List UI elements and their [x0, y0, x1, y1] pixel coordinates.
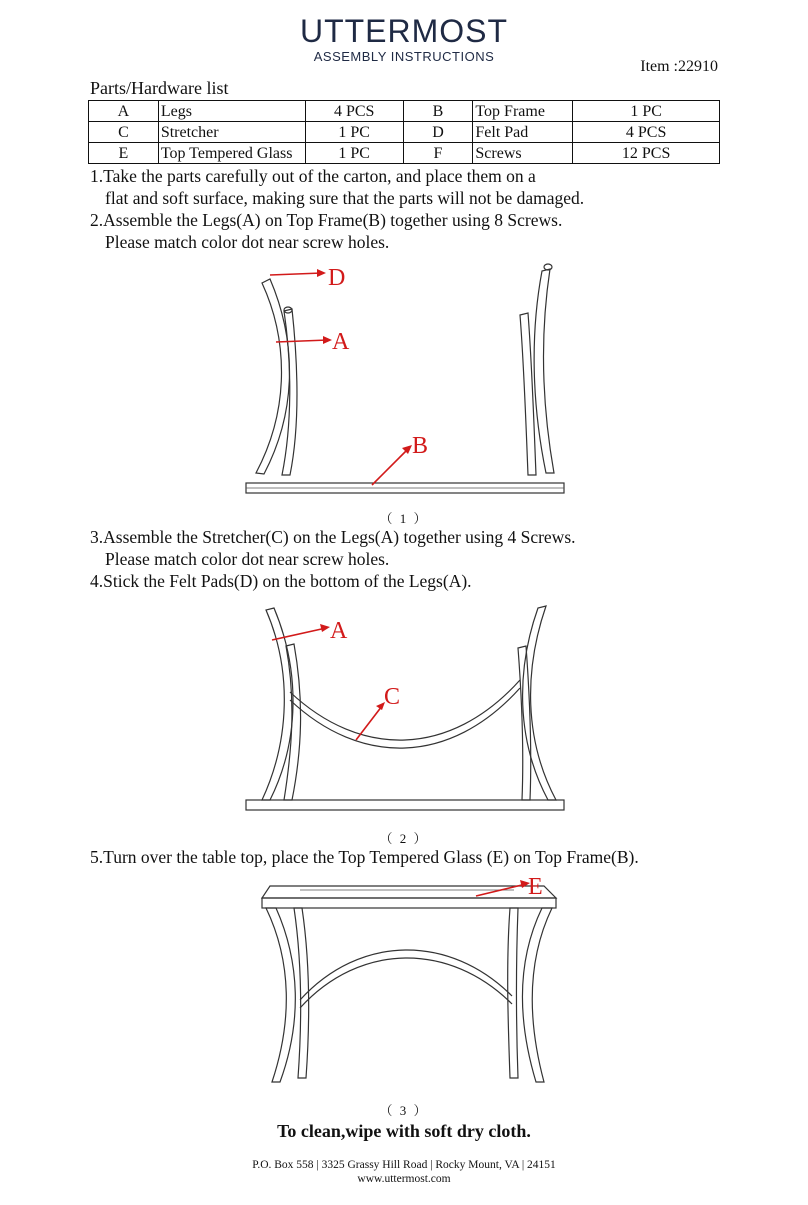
part-name: Stretcher [158, 122, 305, 143]
item-number: Item :22910 [640, 58, 718, 75]
brand-header [0, 14, 808, 64]
brand-logo-text: UTTERMOST [299, 13, 509, 49]
part-qty: 1 PC [305, 122, 403, 143]
step-1 [90, 165, 584, 253]
part-name: Screws [473, 143, 573, 164]
part-name: Felt Pad [473, 122, 573, 143]
table-row [89, 143, 720, 164]
label-a: A [330, 618, 348, 644]
figure-2-diagram [0, 600, 808, 820]
footer-address [0, 1158, 808, 1186]
part-name: Legs [158, 101, 305, 122]
label-e: E [528, 874, 543, 900]
step-5 [90, 846, 639, 868]
part-name: Top Frame [473, 101, 573, 122]
label-b: B [412, 433, 429, 459]
figure-3-caption: （ 3 ） [379, 1103, 429, 1118]
label-a: A [332, 329, 350, 355]
steps-3-4 [90, 526, 576, 592]
figure-3-diagram [0, 872, 808, 1092]
parts-list-title: Parts/Hardware list [90, 78, 229, 98]
step-1-line-2: flat and soft surface, making sure that the parts will not be damaged. [105, 188, 585, 208]
label-c: C [384, 684, 401, 710]
part-letter: C [89, 122, 159, 143]
step-2-line-2: Please match color dot near screw holes. [105, 232, 390, 252]
part-qty: 1 PC [305, 143, 403, 164]
table-row [89, 101, 720, 122]
top-frame [246, 800, 564, 810]
part-qty: 4 PCS [305, 101, 403, 122]
part-qty: 4 PCS [573, 122, 720, 143]
step-4-line-1: 4.Stick the Felt Pads(D) on the bottom of the Legs(A). [90, 571, 472, 591]
part-qty: 12 PCS [573, 143, 720, 164]
part-letter: E [89, 143, 159, 164]
step-1-line-1: 1.Take the parts carefully out of the carton, and place them on a [90, 166, 536, 186]
part-letter: A [89, 101, 159, 122]
figure-2-caption: （ 2 ） [379, 831, 429, 846]
step-3-line-2: Please match color dot near screw holes. [105, 549, 390, 569]
part-name: Top Tempered Glass [158, 143, 305, 164]
parts-table [88, 100, 720, 164]
step-5-line-1: 5.Turn over the table top, place the Top Tempered Glass (E) on Top Frame(B). [90, 847, 639, 867]
website-link[interactable]: www.uttermost.com [357, 1173, 451, 1185]
figure-1-caption: （ 1 ） [379, 511, 429, 526]
top-frame [262, 898, 556, 908]
brand-subtitle: ASSEMBLY INSTRUCTIONS [313, 49, 495, 64]
figure-1-diagram [0, 255, 808, 505]
step-2-line-1: 2.Assemble the Legs(A) on Top Frame(B) together using 8 Screws. [90, 210, 563, 230]
address-line: P.O. Box 558 | 3325 Grassy Hill Road | Rocky Mount, VA | 24151 [252, 1159, 556, 1171]
table-row [89, 122, 720, 143]
cleaning-note: To clean,wipe with soft dry cloth. [277, 1121, 531, 1141]
step-3-line-1: 3.Assemble the Stretcher(C) on the Legs(A) together using 4 Screws. [90, 527, 576, 547]
part-qty: 1 PC [573, 101, 720, 122]
part-letter: F [403, 143, 473, 164]
part-letter: B [403, 101, 473, 122]
label-d: D [328, 265, 346, 291]
part-letter: D [403, 122, 473, 143]
